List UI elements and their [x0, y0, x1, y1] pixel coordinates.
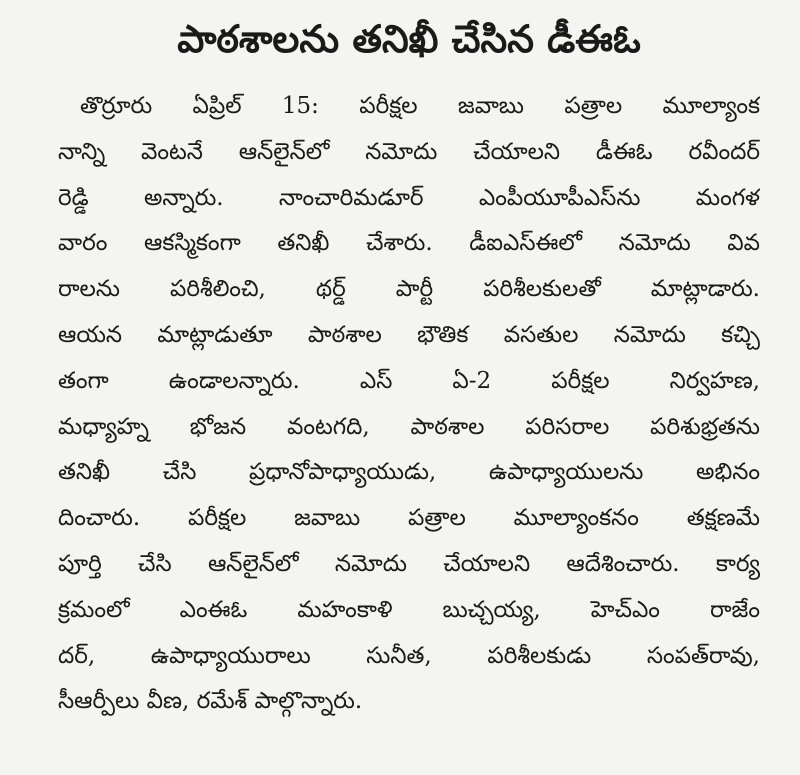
- article-line: క్రమంలో ఎంఈఓ మహంకాళి బుచ్చయ్య, హెచ్ఎం రాజేం: [58, 596, 760, 623]
- article-line: దర్, ఉపాధ్యాయురాలు సునీత, పరిశీలకుడు సంపత్‌రావు,: [58, 642, 760, 669]
- article-body: [58, 84, 760, 725]
- article-line: రాలను పరిశీలించి, థర్డ్ పార్టీ పరిశీలకులతో మాట్లాడారు.: [58, 276, 760, 303]
- article-line: మధ్యాహ్న భోజన వంటగది, పాఠశాల పరిసరాల పరిశుభ్రతను: [58, 413, 760, 440]
- article-line: ఆయన మాట్లాడుతూ పాఠశాల భౌతిక వసతుల నమోదు కచ్చి: [58, 321, 760, 348]
- headline: పాఠశాలను తనిఖీ చేసిన డీఈఓ: [177, 17, 641, 61]
- article-line: రెడ్డి అన్నారు. నాంచారిమడూర్ ఎంపీయూపీఎస్‌ను మంగళ: [58, 184, 760, 211]
- article-line: వారం ఆకస్మికంగా తనిఖీ చేశారు. డీఐఎస్‌ఈలో నమోదు వివ: [58, 230, 760, 257]
- article-line: తనిఖీ చేసి ప్రధానోపాధ్యాయుడు, ఉపాధ్యాయులను అభినం: [58, 459, 760, 486]
- article-line: పూర్తి చేసి ఆన్‌లైన్‌లో నమోదు చేయాలని ఆదేశించారు. కార్య: [58, 550, 760, 577]
- article-line: దించారు. పరీక్షల జవాబు పత్రాల మూల్యాంకనం తక్షణమే: [58, 505, 760, 532]
- article-line: తొర్రూరు ఏప్రిల్ 15: పరీక్షల జవాబు పత్రాల మూల్యాంక: [80, 93, 760, 119]
- article-line: నాన్ని వెంటనే ఆన్‌లైన్‌లో నమోదు చేయాలని డీఈఓ రవీందర్: [58, 138, 760, 165]
- article-line: తంగా ఉండాలన్నారు. ఎస్ ఏ-2 పరీక్షల నిర్వహణ,: [58, 367, 760, 394]
- article-line: సీఆర్పీలు వీణ, రమేశ్ పాల్గొన్నారు.: [58, 688, 363, 715]
